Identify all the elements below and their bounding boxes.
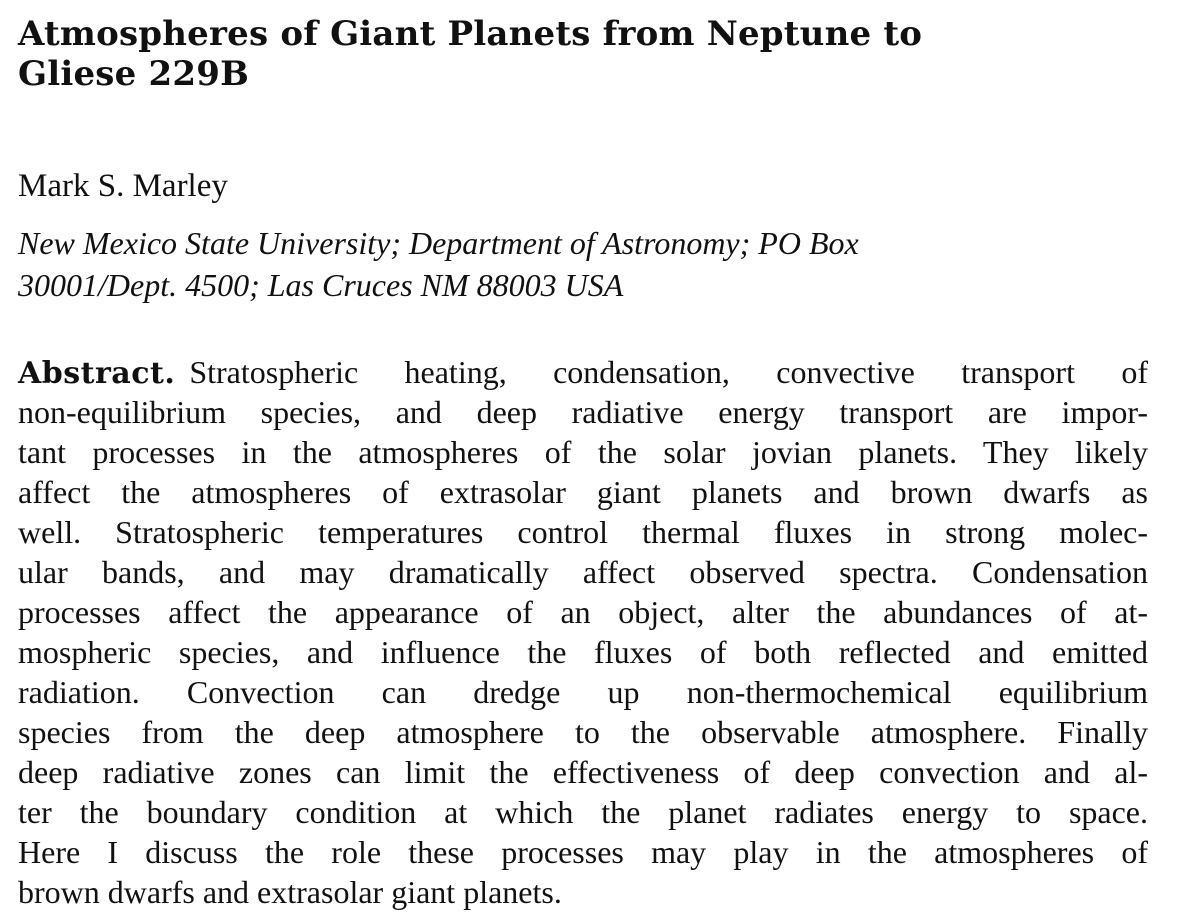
abstract-line: species from the deep atmosphere to the observable atmosphere. Finally xyxy=(18,714,1148,750)
abstract-label: Abstract. xyxy=(18,356,176,391)
affiliation-line-1: New Mexico State University; Department of Astronomy; PO Box xyxy=(18,225,859,261)
abstract-line: processes affect the appearance of an object, alter the abundances of at- xyxy=(18,594,1148,630)
title-line-2: Gliese 229B xyxy=(18,54,250,94)
paper-title xyxy=(18,14,1018,94)
abstract-line-text: Stratospheric heating, condensation, convective transport of xyxy=(189,354,1148,390)
author-affiliation xyxy=(18,222,1148,306)
affiliation-line-2: 30001/Dept. 4500; Las Cruces NM 88003 USA xyxy=(18,267,624,303)
paper-page xyxy=(18,0,1148,924)
abstract-line: radiation. Convection can dredge up non-thermochemical equilibrium xyxy=(18,674,1148,710)
abstract-line: ular bands, and may dramatically affect observed spectra. Condensation xyxy=(18,554,1148,590)
abstract-line: deep radiative zones can limit the effectiveness of deep convection and al- xyxy=(18,754,1148,790)
abstract-line: affect the atmospheres of extrasolar giant planets and brown dwarfs as xyxy=(18,474,1148,510)
abstract-section xyxy=(18,352,1148,912)
abstract-line: ter the boundary condition at which the planet radiates energy to space. xyxy=(18,794,1148,830)
abstract-line: Here I discuss the role these processes may play in the atmospheres of xyxy=(18,834,1148,870)
abstract-line xyxy=(18,352,1148,392)
abstract-line: tant processes in the atmospheres of the solar jovian planets. They likely xyxy=(18,434,1148,470)
title-line-1: Atmospheres of Giant Planets from Neptune to xyxy=(18,14,923,54)
abstract-line: brown dwarfs and extrasolar giant planets. xyxy=(18,874,562,910)
author-name: Mark S. Marley xyxy=(18,168,228,204)
abstract-line: mospheric species, and influence the fluxes of both reflected and emitted xyxy=(18,634,1148,670)
abstract-line: non-equilibrium species, and deep radiative energy transport are impor- xyxy=(18,394,1148,430)
abstract-line: well. Stratospheric temperatures control thermal fluxes in strong molec- xyxy=(18,514,1148,550)
